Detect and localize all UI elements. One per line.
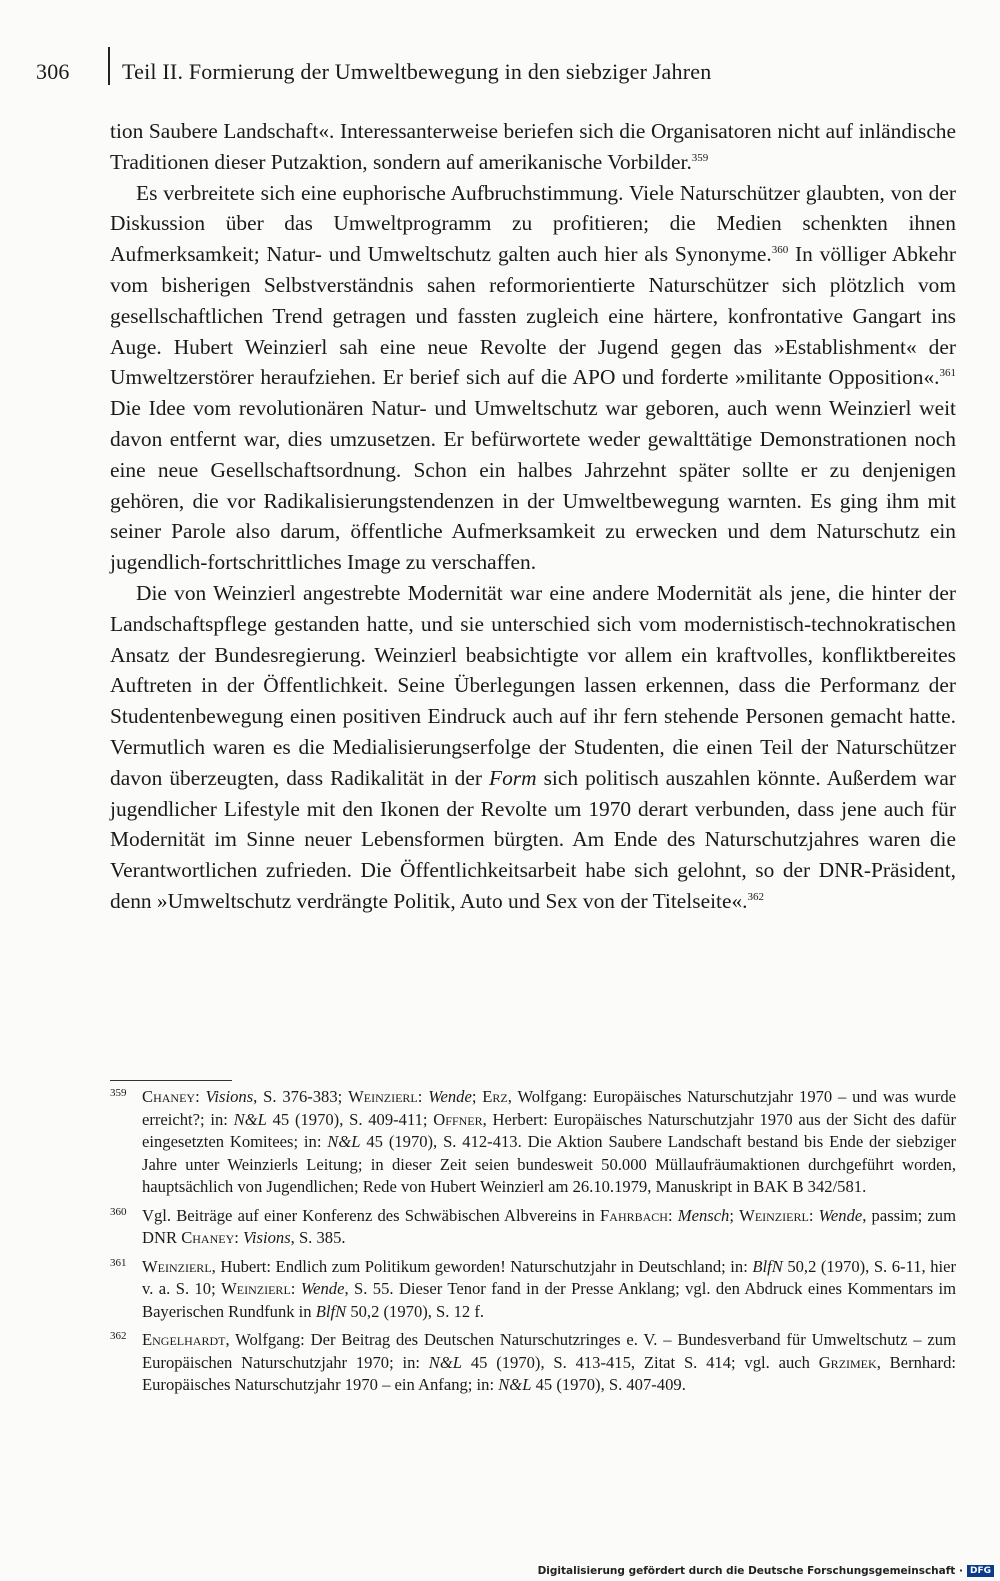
footnote-text: , Wolfgang: Europäisches Naturschutzjahr 1970 – und was wurde erreicht?; in: [142, 1087, 957, 1129]
header-divider [108, 47, 110, 85]
paragraph-text: sich politisch auszahlen könnte. Außerdem war jugendlicher Lifestyle mit den Ikonen der Revolte um 1970 derart verbunden, dass jene auch für Modernität im Sinne neuer Lebensformen bürgten. Am Ende des Naturschutzjahres waren die Verantwortlichen zufrieden. Die Öffentlichkeitsarbeit habe sich gelohnt, so der DNR-Präsident, denn »Umweltschutz verdrängte Politik, Auto und Sex von der Titelseite«. [110, 765, 956, 913]
journal-title: N&L [233, 1109, 267, 1129]
footnote-ref[interactable]: 360 [771, 244, 789, 257]
journal-title: BlfN [315, 1301, 347, 1321]
author-name: Erz [482, 1087, 508, 1106]
footnote-text: , Wolfgang: Der Beitrag des Deutschen Naturschutzringes e. V. – Bundesverband für Umweltschutz – zum Europäischen Naturschutzjahr 1970; in: [142, 1330, 956, 1372]
footnote-text: 45 (1970), S. 409-411; [266, 1109, 434, 1129]
paragraph-2 [110, 178, 956, 578]
footnote-362 [110, 1329, 956, 1397]
footnote-text: 50,2 (1970), S. 12 f. [346, 1301, 485, 1321]
footnote-text: : [808, 1205, 819, 1225]
author-name: Weinzierl [348, 1087, 418, 1106]
journal-title: BlfN [752, 1256, 783, 1276]
work-title: Wende [428, 1087, 472, 1106]
footnote-text: : [290, 1279, 301, 1298]
footnote-text: , Hubert: Endlich zum Politikum geworden! Naturschutzjahr in Deutschland; in: [211, 1256, 753, 1276]
footnote-text: , Bernhard: Europäisches Naturschutzjahr 1970 – ein Anfang; in: [142, 1352, 956, 1394]
footnote-ref[interactable]: 359 [691, 151, 709, 164]
footnote-text: 45 (1970), S. 412-413. Die Aktion Saubere Landschaft bestand bis Ende der siebziger Jahre unter Weinzierls Leitung; in dieser Zeit seien bundesweit 50.000 Müllaufräumaktionen durchgeführt worden, hauptsächlich von Jugendlichen; Rede von Hubert Weinzierl am 26.10.1979, Manuskript in BAK B 342/581. [142, 1132, 956, 1196]
author-name: Weinzierl [221, 1279, 291, 1298]
work-title: Wende [300, 1279, 345, 1298]
work-title: Visions [243, 1228, 291, 1247]
author-name: Offner [433, 1109, 483, 1129]
author-name: Engelhardt [142, 1330, 226, 1349]
footnote-number: 361 [110, 1256, 127, 1269]
author-name: Grzimek [818, 1352, 877, 1372]
footnote-text: : [195, 1087, 206, 1106]
journal-title: N&L [498, 1375, 532, 1394]
footnote-text: 45 (1970), S. 413-415, Zitat S. 414; vgl. auch [462, 1352, 819, 1372]
dfg-logo-icon: DFG [967, 1565, 994, 1577]
paragraph-text: Die von Weinzierl angestrebte Modernität war eine andere Modernität als jene, die hinter der Landschaftspflege gestanden hatte, und sie unterschied sich vom modernistisch-technokratischen Ansatz der Bundesregierung. Weinzierl beabsichtigte vor allem ein kraftvolles, konfliktbereites Auftreten in der Öffentlichkeit. Seine Überlegungen lassen erkennen, dass die Performanz der Studentenbewegung einen positiven Eindruck auch auf ihr fern stehende Personen gemacht hatte. Vermutlich waren es die Medialisierungserfolge der Studenten, die einen Teil der Naturschützer davon überzeugten, dass Radikalität in der [110, 580, 956, 790]
paragraph-text: tion Saubere Landschaft«. Interessanterweise beriefen sich die Organisatoren nicht auf inländische Traditionen dieser Putzaktion, sondern auf amerikanische Vorbilder. [110, 119, 956, 174]
author-name: Chaney [142, 1087, 196, 1106]
work-title: Wende [818, 1205, 863, 1225]
footnote-text: Vgl. Beiträge auf einer Konferenz des Schwäbischen Albvereins in [142, 1205, 601, 1225]
author-name: Weinzierl [142, 1256, 212, 1276]
paragraph-text: In völliger Abkehr vom bisherigen Selbstverständnis sahen reformorientierte Naturschützer sich plötzlich vom gesellschaftlichen Trend getragen und fassten zugleich eine härtere, konfrontative Gangart ins Auge. Hubert Weinzierl sah eine neue Revolte der Jugend gegen das »Establishment« der Umweltzerstörer heraufziehen. Er berief sich auf die APO und forderte »militante Opposition«. [110, 242, 956, 390]
footnote-ref[interactable]: 362 [747, 890, 764, 903]
footnotes [110, 1086, 956, 1403]
footnote-text: : [667, 1205, 678, 1225]
journal-title: N&L [327, 1132, 361, 1151]
footnote-text: , Herbert: Europäisches Naturschutzjahr 1970 aus der Sicht des dafür eingesetzten Komitees; in: [142, 1109, 956, 1151]
running-title: Teil II. Formierung der Umweltbewegung in den siebziger Jahren [122, 59, 712, 84]
footnote-text: ; [471, 1087, 483, 1106]
author-name: Weinzierl [739, 1205, 809, 1225]
footnote-361 [110, 1256, 956, 1324]
running-header [36, 52, 966, 92]
emphasis: Form [489, 765, 537, 790]
footnote-text: 50,2 (1970), S. 6-11, hier v. a. S. 10; [142, 1256, 957, 1298]
footnote-360 [110, 1205, 956, 1250]
footnote-text: , S. 385. [290, 1228, 346, 1247]
paragraph-text: Es verbreitete sich eine euphorische Aufbruchstimmung. Viele Naturschützer glaubten, von der Diskussion über das Umweltprogramm zu profitieren; die Medien schenkten ihnen Aufmerksamkeit; Natur- und Umweltschutz galten auch hier als Synonyme. [110, 180, 956, 267]
footnote-number: 360 [110, 1205, 127, 1218]
paragraph-3 [110, 578, 956, 917]
journal-title: N&L [428, 1352, 463, 1372]
footnote-number: 359 [110, 1087, 127, 1099]
body-text [110, 116, 956, 917]
footnote-text: , S. 376-383; [253, 1087, 349, 1106]
footnote-text: : [234, 1228, 244, 1247]
author-name: Chaney [181, 1228, 235, 1247]
paragraph-text: Die Idee vom revolutionären Natur- und Umweltschutz war geboren, auch wenn Weinzierl weit davon entfernt war, dies umzusetzen. Er befürwortete weder gewalttätige Demonstrationen noch eine neue Gesellschaftsordnung. Schon ein halbes Jahrzehnt später sollte er zu denjenigen gehören, die vor Radikalisierungstendenzen in der Umweltbewegung warnten. Es ging ihm mit seiner Parole also darum, öffentliche Aufmerksamkeit zu erwecken und dem Naturschutz ein jugendlich-fortschrittliches Image zu verschaffen. [110, 396, 956, 575]
footnote-text: 45 (1970), S. 407-409. [531, 1375, 686, 1394]
author-name: Fahrbach [600, 1205, 668, 1225]
footnote-359 [110, 1086, 956, 1199]
page-number: 306 [36, 59, 70, 84]
footnote-text: ; [729, 1205, 740, 1225]
credit-text: Digitalisierung gefördert durch die Deutsche Forschungsgemeinschaft · [537, 1565, 963, 1577]
footnote-number: 362 [110, 1330, 127, 1342]
footnote-separator [110, 1080, 232, 1081]
work-title: Mensch [677, 1205, 730, 1225]
paragraph-1 [110, 116, 956, 178]
footnote-text: , S. 55. Dieser Tenor fand in der Presse Anklang; vgl. den Abdruck eines Kommentars im Bayerischen Rundfunk in [142, 1279, 956, 1321]
footnote-text: , passim; zum DNR [142, 1205, 957, 1247]
work-title: Visions [205, 1087, 254, 1106]
digitization-credit [538, 1563, 994, 1579]
footnote-text: : [417, 1087, 429, 1106]
footnote-ref[interactable]: 361 [939, 367, 956, 380]
